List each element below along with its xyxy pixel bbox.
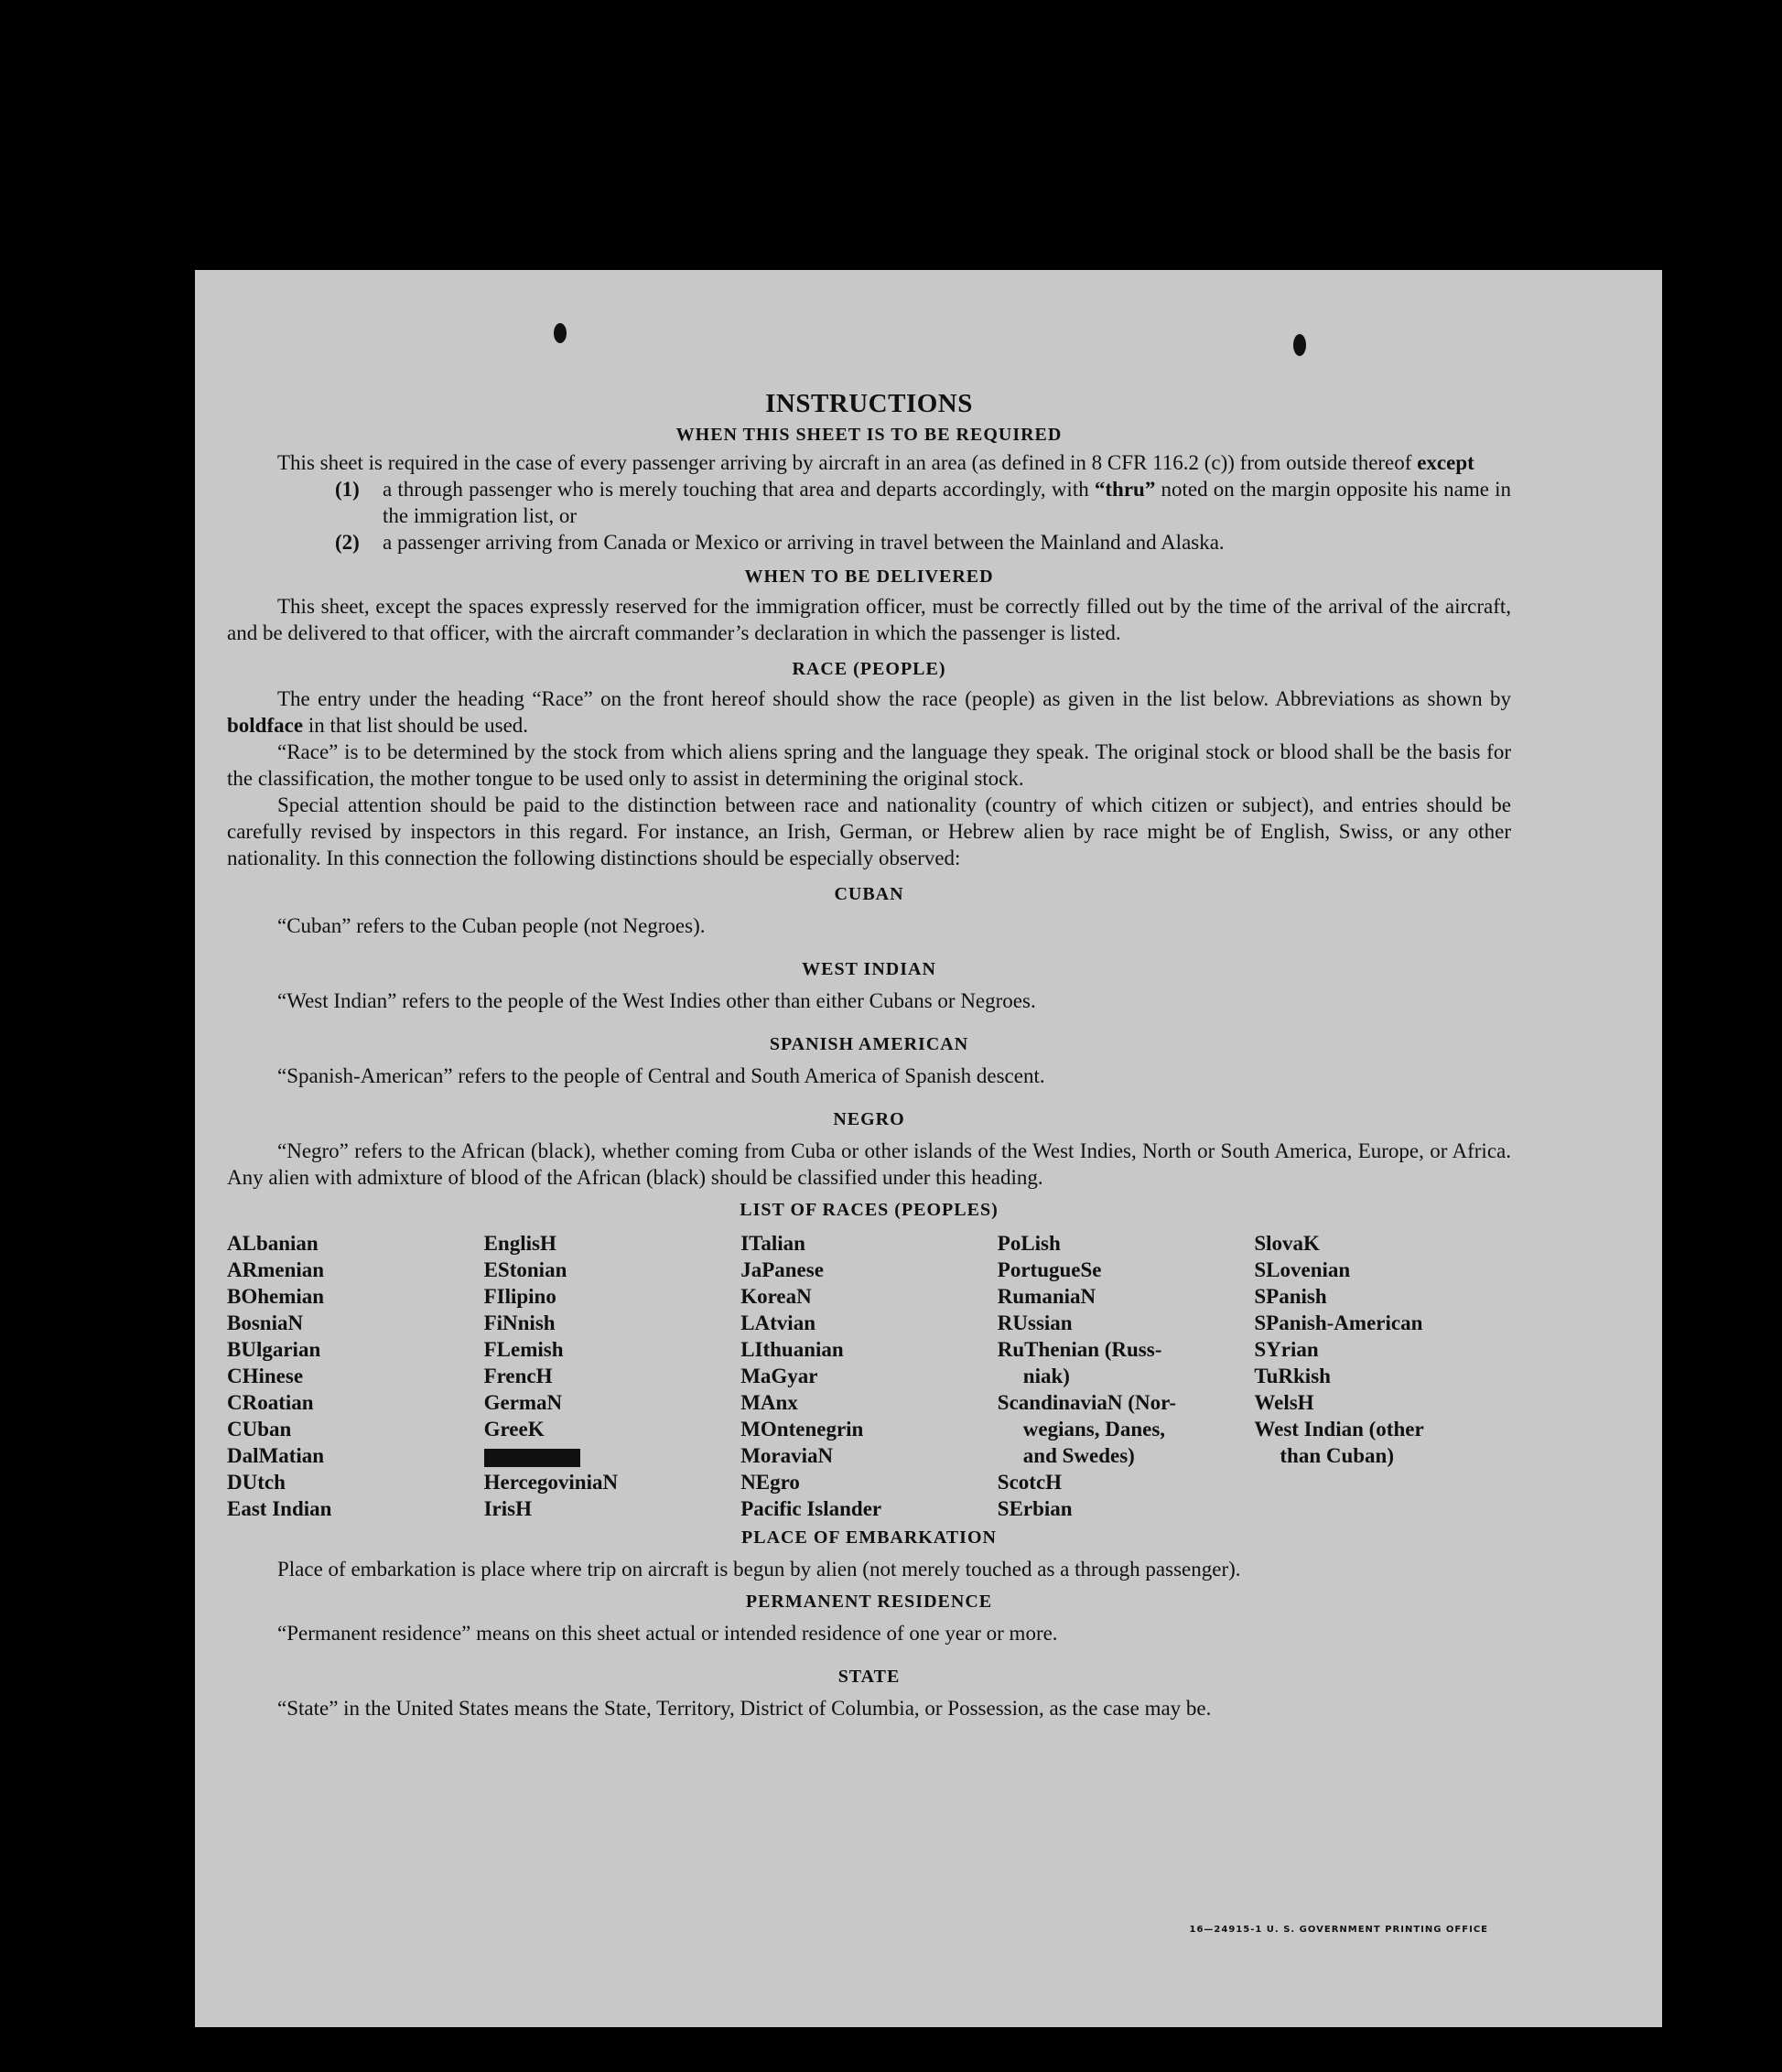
required-item-2: (2) a passenger arriving from Canada or Mexico or arriving in travel between the Mainland and Alaska. <box>335 531 1225 554</box>
race-paragraph-1: The entry under the heading “Race” on the front hereof should show the race (people) as given in the list below. Abbreviations as shown by boldface in that list should be used. <box>227 687 1511 737</box>
page-title: INSTRUCTIONS <box>765 389 973 418</box>
list-item: GermaN <box>483 1391 563 1414</box>
list-item: JaPanese <box>740 1258 824 1281</box>
punch-mark-left <box>554 323 567 343</box>
list-item: HercegoviniaN <box>483 1471 619 1494</box>
heading-west-indian: WEST INDIAN <box>802 959 936 979</box>
heading-state: STATE <box>837 1667 901 1687</box>
list-item: EStonian <box>483 1258 567 1281</box>
list-item: FIlipino <box>483 1285 556 1308</box>
list-item: MoraviaN <box>740 1444 834 1467</box>
race-column-1 <box>227 1230 484 1522</box>
list-item: East Indian <box>227 1497 332 1520</box>
negro-text: “Negro” refers to the African (black), whether coming from Cuba or other islands of the West Indies, North or South America, Europe, or Africa. Any alien with admixture of blood of the African (black) should be classified under this heading. <box>227 1139 1511 1189</box>
list-item: Pacific Islander <box>740 1497 882 1520</box>
list-item: ScandinaviaN (Nor- <box>997 1391 1177 1414</box>
list-item: DUtch <box>227 1471 286 1494</box>
race-list <box>227 1230 1511 1522</box>
instruction-sheet <box>195 270 1662 2027</box>
race-column-3 <box>740 1230 998 1522</box>
list-item-continuation: niak) <box>1022 1365 1070 1387</box>
list-item: MAnx <box>740 1391 798 1414</box>
west-indian-text: “West Indian” refers to the people of the West Indies other than either Cubans or Negroes. <box>277 989 1036 1012</box>
list-item: SLovenian <box>1254 1258 1351 1281</box>
list-item: ARmenian <box>227 1258 325 1281</box>
cuban-text: “Cuban” refers to the Cuban people (not Negroes). <box>277 914 706 937</box>
list-item: FrencH <box>483 1365 553 1387</box>
instructions-content <box>227 389 1511 1721</box>
list-item: WelsH <box>1254 1391 1314 1414</box>
heading-cuban: CUBAN <box>834 884 904 904</box>
redacted-entry <box>484 1449 580 1467</box>
list-item: ALbanian <box>227 1232 319 1255</box>
list-item: ScotcH <box>997 1471 1063 1494</box>
heading-delivered: WHEN TO BE DELIVERED <box>744 567 994 587</box>
list-item-continuation: wegians, Danes, <box>1022 1418 1166 1441</box>
list-item: FiNnish <box>483 1311 556 1334</box>
list-item: MOntenegrin <box>740 1418 864 1441</box>
list-item: BUlgarian <box>227 1338 321 1361</box>
list-item: PoLish <box>997 1232 1061 1255</box>
list-item: CRoatian <box>227 1391 314 1414</box>
list-item: LAtvian <box>740 1311 815 1334</box>
list-item: CUban <box>227 1418 292 1441</box>
punch-mark-right <box>1293 334 1306 356</box>
list-item: RUssian <box>997 1311 1073 1334</box>
list-item <box>484 1442 741 1469</box>
race-paragraph-3: Special attention should be paid to the distinction between race and nationality (country of which citizen or subject), and entries should be carefully revised by inspectors in this regard. For instance, an Irish, German, or Hebrew alien by race might be of English, Swiss, or any other nationality. In this connection the following distinctions should be especially observed: <box>227 793 1511 869</box>
race-paragraph-2: “Race” is to be determined by the stock from which aliens spring and the language they speak. The original stock or blood shall be the basis for the classification, the mother tongue to be used only to assist in determining the original stock. <box>227 740 1511 790</box>
list-item: West Indian (other <box>1254 1418 1424 1441</box>
printing-office-footer: 16—24915-1 U. S. GOVERNMENT PRINTING OFFICE <box>1189 1925 1488 1935</box>
list-item: KoreaN <box>740 1285 812 1308</box>
list-item: SPanish-American <box>1254 1311 1423 1334</box>
list-item: SYrian <box>1254 1338 1319 1361</box>
heading-embarkation: PLACE OF EMBARKATION <box>741 1527 997 1548</box>
spanish-american-text: “Spanish-American” refers to the people of Central and South America of Spanish descent. <box>277 1064 1045 1087</box>
list-item: RuThenian (Russ- <box>997 1338 1162 1361</box>
heading-race: RACE (PEOPLE) <box>792 659 946 679</box>
residence-text: “Permanent residence” means on this sheet actual or intended residence of one year or more. <box>277 1622 1058 1645</box>
delivered-text: This sheet, except the spaces expressly reserved for the immigration officer, must be correctly filled out by the time of the arrival of the aircraft, and be delivered to that officer, with the aircraft commander’s declaration in which the passenger is listed. <box>227 595 1511 644</box>
heading-permanent-residence: PERMANENT RESIDENCE <box>745 1592 993 1612</box>
list-item: SErbian <box>997 1497 1073 1520</box>
list-item: ITalian <box>740 1232 805 1255</box>
list-item: LIthuanian <box>740 1338 844 1361</box>
list-item: SlovaK <box>1254 1232 1320 1255</box>
list-item: DalMatian <box>227 1444 325 1467</box>
list-item: GreeK <box>483 1418 545 1441</box>
list-item: EnglisH <box>483 1232 556 1255</box>
list-item: FLemish <box>483 1338 564 1361</box>
heading-negro: NEGRO <box>833 1109 905 1129</box>
list-item: RumaniaN <box>997 1285 1096 1308</box>
embarkation-text: Place of embarkation is place where trip on aircraft is begun by alien (not merely touched as a through passenger). <box>277 1558 1241 1581</box>
list-item: SPanish <box>1254 1285 1327 1308</box>
heading-spanish-american: SPANISH AMERICAN <box>769 1034 969 1054</box>
heading-required: WHEN THIS SHEET IS TO BE REQUIRED <box>675 425 1063 445</box>
list-item: PortugueSe <box>997 1258 1102 1281</box>
list-item: BosniaN <box>227 1311 304 1334</box>
list-item: BOhemian <box>227 1285 325 1308</box>
required-item-1: (1) a through passenger who is merely touching that area and departs accordingly, with “thru” noted on the margin opposite his name in the immigration list, or <box>335 478 1511 527</box>
list-item: IrisH <box>483 1497 532 1520</box>
list-item-continuation: and Swedes) <box>1022 1444 1135 1467</box>
state-text: “State” in the United States means the State, Territory, District of Columbia, or Possession, as the case may be. <box>277 1697 1212 1720</box>
race-column-2 <box>484 1230 741 1522</box>
race-column-4 <box>998 1230 1255 1522</box>
required-intro: This sheet is required in the case of every passenger arriving by aircraft in an area (as defined in 8 CFR 116.2 (c)) from outside thereof except <box>277 451 1474 474</box>
list-item-continuation: than Cuban) <box>1280 1444 1395 1467</box>
race-column-5 <box>1254 1230 1511 1522</box>
heading-list-of-races: LIST OF RACES (PEOPLES) <box>740 1200 999 1220</box>
list-item: TuRkish <box>1254 1365 1331 1387</box>
list-item: CHinese <box>227 1365 304 1387</box>
list-item: NEgro <box>740 1471 800 1494</box>
list-item: MaGyar <box>740 1365 818 1387</box>
